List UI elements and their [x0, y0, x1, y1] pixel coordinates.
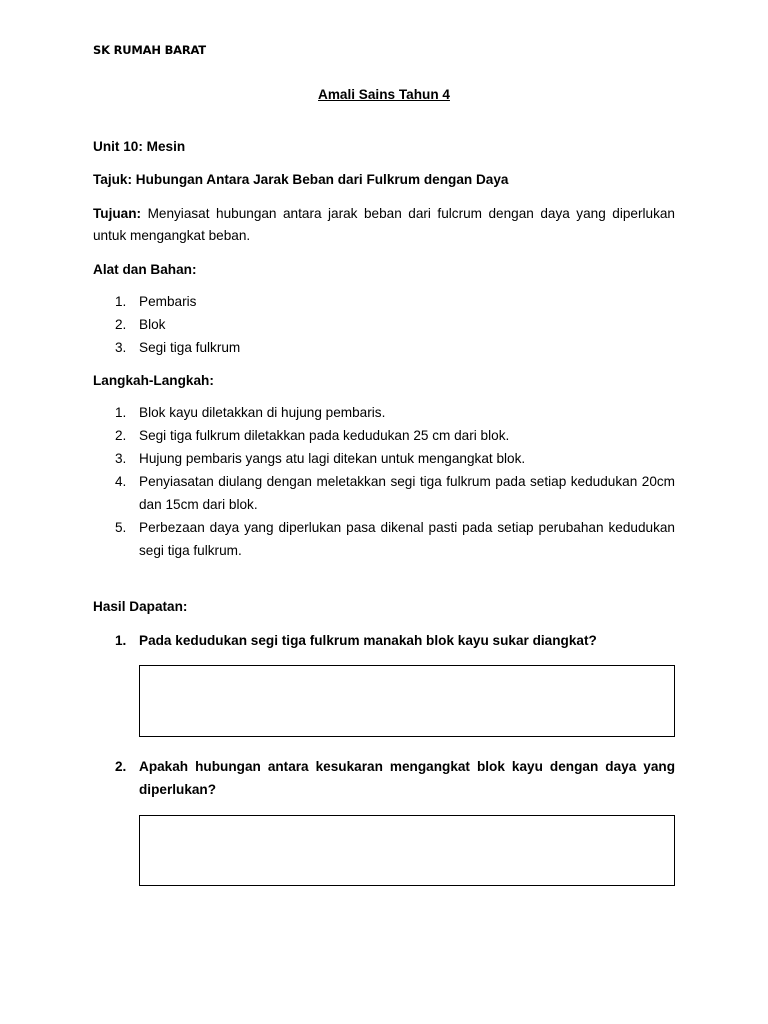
question-item — [93, 755, 675, 801]
hasil-heading: Hasil Dapatan: — [93, 599, 188, 614]
list-item — [93, 313, 675, 336]
question-number: 1. — [115, 633, 127, 648]
tajuk-text: Hubungan Antara Jarak Beban dari Fulkrum dengan Daya — [132, 172, 509, 187]
alat-heading: Alat dan Bahan: — [93, 262, 197, 277]
item-text: Blok kayu diletakkan di hujung pembaris. — [139, 405, 386, 420]
question-text: Apakah hubungan antara kesukaran mengangkat blok kayu dengan daya yang diperlukan? — [139, 759, 675, 797]
list-item — [93, 401, 675, 424]
item-text: Segi tiga fulkrum — [139, 340, 241, 355]
tujuan-text: Menyiasat hubungan antara jarak beban dari fulcrum dengan daya yang diperlukan untuk mengangkat beban. — [93, 206, 675, 243]
item-text: Penyiasatan diulang dengan meletakkan segi tiga fulkrum pada setiap kedudukan 20cm dan 15cm dari blok. — [139, 474, 675, 512]
item-text: Segi tiga fulkrum diletakkan pada kedudukan 25 cm dari blok. — [139, 428, 510, 443]
list-item — [93, 336, 675, 359]
item-number: 3. — [115, 451, 127, 466]
item-number: 4. — [115, 474, 127, 489]
list-item — [93, 516, 675, 562]
item-text: Hujung pembaris yangs atu lagi ditekan untuk mengangkat blok. — [139, 451, 526, 466]
question-2 — [93, 755, 675, 801]
alat-list — [93, 290, 675, 359]
list-item — [93, 424, 675, 447]
school-name: SK RUMAH BARAT — [93, 43, 206, 57]
tujuan-paragraph — [93, 203, 675, 247]
item-text: Pembaris — [139, 294, 197, 309]
question-text: Pada kedudukan segi tiga fulkrum manakah blok kayu sukar diangkat? — [139, 633, 597, 648]
langkah-heading: Langkah-Langkah: — [93, 373, 214, 388]
question-1 — [93, 629, 675, 652]
item-number: 5. — [115, 520, 127, 535]
question-item — [93, 629, 675, 652]
item-text: Perbezaan daya yang diperlukan pasa dikenal pasti pada setiap perubahan kedudukan segi tiga fulkrum. — [139, 520, 675, 558]
answer-box-1[interactable] — [139, 665, 675, 737]
list-item — [93, 447, 675, 470]
unit-heading: Unit 10: Mesin — [93, 139, 186, 154]
item-number: 3. — [115, 340, 127, 355]
question-number: 2. — [115, 759, 127, 774]
tujuan-label: Tujuan: — [93, 206, 142, 221]
item-number: 2. — [115, 428, 127, 443]
tajuk-line — [93, 169, 675, 191]
tajuk-label: Tajuk: — [93, 172, 133, 187]
page-title: Amali Sains Tahun 4 — [318, 87, 450, 102]
langkah-list — [93, 401, 675, 562]
answer-box-2[interactable] — [139, 815, 675, 886]
list-item — [93, 290, 675, 313]
item-number: 1. — [115, 294, 127, 309]
item-text: Blok — [139, 317, 166, 332]
item-number: 2. — [115, 317, 127, 332]
list-item — [93, 470, 675, 516]
item-number: 1. — [115, 405, 127, 420]
